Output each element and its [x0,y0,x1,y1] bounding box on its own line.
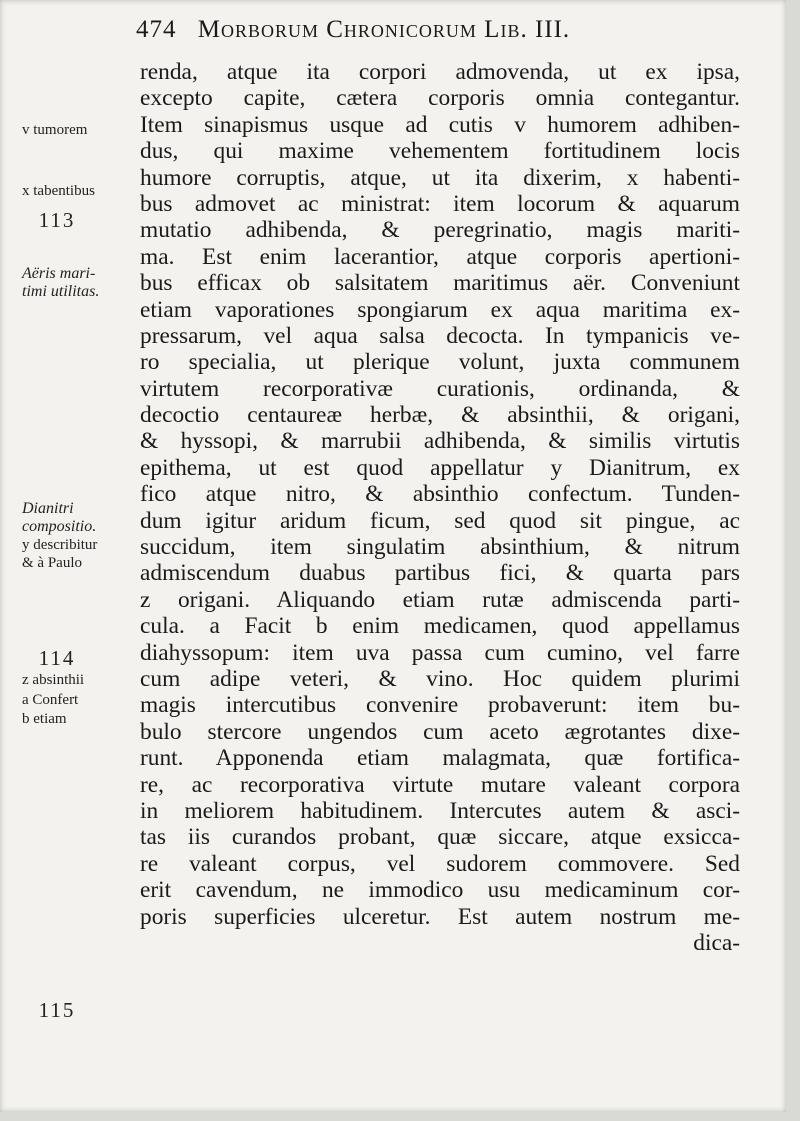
margin-heading-dianitri-2: compositio. [22,518,97,535]
text-line: excepto capite, cætera corporis omnia contegantur. [140,85,740,112]
text-line: magis intercutibus convenire probaverunt: item bu- [140,692,740,719]
text-line: erit cavendum, ne immodico usu medicaminum cor- [140,877,740,904]
margin-note-y-2: & à Paulo [22,555,82,571]
text-line: re valeant corpus, vel sudorem commovere. Sed [140,850,740,877]
page-header [136,16,570,44]
text-line: dum igitur aridum ficum, sed quod sit pingue, ac [140,507,740,534]
section-number-113: 113 [38,208,76,232]
margin-note-v: v tumorem [22,122,88,138]
text-line: renda, atque ita corpori admovenda, ut ex ipsa, [140,59,740,85]
text-line: fico atque nitro, & absinthio confectum. Tunden- [140,481,740,508]
margin-heading-aeris-2: timi utilitas. [22,283,100,300]
text-line: humore corruptis, atque, ut ita dixerim, x habenti- [140,164,740,191]
text-line: bulo stercore ungendos cum aceto ægrotantes dixe- [140,718,740,745]
text-line: ma. Est enim lacerantior, atque corporis apertioni- [140,243,740,270]
text-line: cum adipe veteri, & vino. Hoc quidem plurimi [140,665,740,692]
text-line: tas iis curandos probant, quæ siccare, atque exsicca- [140,824,740,851]
margin-note-x: x tabentibus [22,183,95,199]
text-line: Item sinapismus usque ad cutis v humorem adhiben- [140,111,740,138]
text-line: poris superficies ulceretur. Est autem nostrum me- [140,903,740,930]
margin-note-y-1: y describitur [22,537,98,553]
main-text [140,59,740,956]
margin-note-a: a Confert [22,692,79,708]
text-line: runt. Apponenda etiam malagmata, quæ fortifica- [140,745,740,772]
text-line: ro specialia, ut plerique volunt, juxta communem [140,349,740,376]
margin-heading-dianitri-1: Dianitri [22,500,74,517]
text-line: virtutem recorporativæ curationis, ordinanda, & [140,375,740,402]
text-line: admiscendum duabus partibus fici, & quarta pars [140,560,740,587]
text-line: in meliorem habitudinem. Intercutes autem & asci- [140,797,740,824]
text-line: epithema, ut est quod appellatur y Dianitrum, ex [140,454,740,481]
text-line: succidum, item singulatim absinthium, & nitrum [140,534,740,561]
margin-note-z: z absinthii [22,672,85,688]
margin-heading-aeris-1: Aëris mari- [22,265,96,282]
text-line: diahyssopum: item uva passa cum cumino, vel farre [140,639,740,666]
text-line: dus, qui maxime vehementem fortitudinem locis [140,138,740,165]
text-line: decoctio centaureæ herbæ, & absinthii, & origani, [140,402,740,429]
section-number-114: 114 [38,646,76,670]
page-number: 474 [136,16,177,43]
text-line: z origani. Aliquando etiam rutæ admiscenda parti- [140,586,740,613]
text-line: mutatio adhibenda, & peregrinatio, magis mariti- [140,217,740,244]
catchword: dica- [693,929,740,956]
text-line: bus admovet ac ministrat: item locorum & aquarum [140,190,740,217]
text-line: bus efficax ob salsitatem maritimus aër. Conveniunt [140,270,740,297]
text-line: re, ac recorporativa virtute mutare valeant corpora [140,771,740,798]
section-number-115: 115 [38,998,76,1022]
text-line: & hyssopi, & marrubii adhibenda, & similis virtutis [140,428,740,455]
text-line: cula. a Facit b enim medicamen, quod appellamus [140,613,740,640]
running-title: Morborum Chronicorum Lib. III. [197,16,571,43]
text-line: etiam vaporationes spongiarum ex aqua maritima ex- [140,296,740,323]
margin-note-b: b etiam [22,711,67,727]
text-line: pressarum, vel aqua salsa decocta. In tympanicis ve- [140,322,740,349]
